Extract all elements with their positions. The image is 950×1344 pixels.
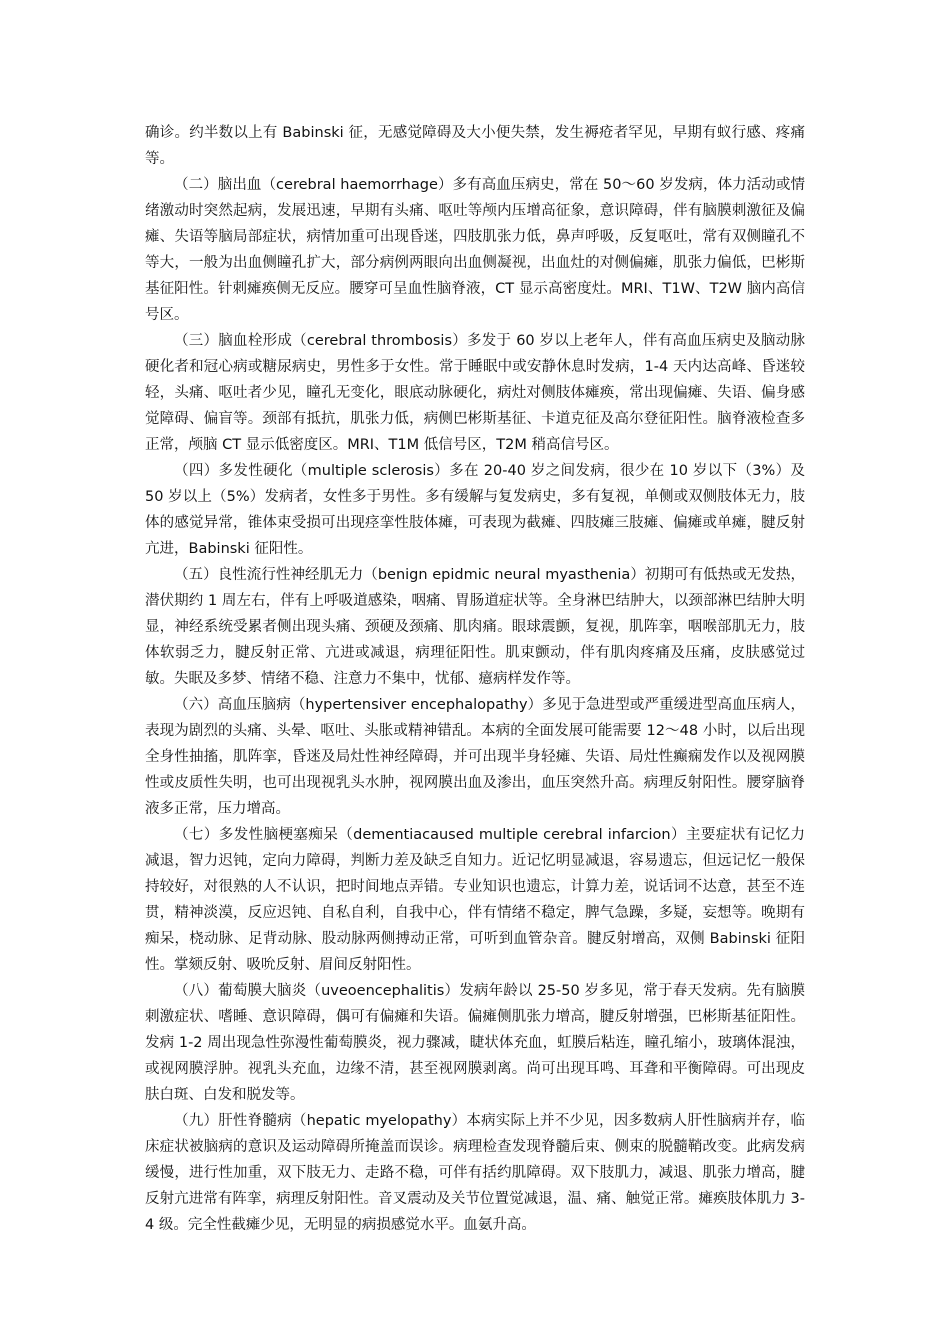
paragraph-hypertensive-encephalopathy: （六）高血压脑病（hypertensiver encephalopathy）多见于急进型或严重缓进型高血压病人，表现为剧烈的头痛、头晕、呕吐、头胀或精神错乱。本病的全面发展可能需要 12～48 小时，以后出现全身性抽搐，肌阵挛，昏迷及局灶性神经障碍，并可出现半身轻瘫、失语、局灶性癫痫发作以及视网膜性或皮质性失明，也可出现视乳头水肿，视网膜出血及渗出，血压突然升高。病理反射阳性。腰穿脑脊液多正常，压力增高。	[145, 697, 805, 817]
paragraph-uveoencephalitis: （八）葡萄膜大脑炎（uveoencephalitis）发病年龄以 25-50 岁多见，常于春天发病。先有脑膜刺激症状、嗜睡、意识障碍，偶可有偏瘫和失语。偏瘫侧肌张力增高，腱反射增强，巴彬斯基征阳性。发病 1-2 周出现急性弥漫性葡萄膜炎，视力骤减，睫状体充血，虹膜后粘连，瞳孔缩小，玻璃体混浊，或视网膜浮肿。视乳头充血，边缘不清，甚至视网膜剥离。尚可出现耳鸣、耳聋和平衡障碍。可出现皮肤白斑、白发和脱发等。	[145, 983, 805, 1103]
paragraph-multi-infarct-dementia: （七）多发性脑梗塞痴呆（dementiacaused multiple cerebral infarcion）主要症状有记忆力减退，智力迟钝，定向力障碍，判断力差及缺乏自知力。近记忆明显减退，容易遗忘，但远记忆一般保持较好，对很熟的人不认识，把时间地点弄错。专业知识也遗忘，计算力差，说话词不达意，甚至不连贯，精神淡漠，反应迟钝、自私自利，自我中心，伴有情绪不稳定，脾气急躁，多疑，妄想等。晚期有痴呆，桡动脉、足背动脉、股动脉两侧搏动正常，可听到血管杂音。腱反射增高，双侧 Babinski 征阳性。掌颏反射、吸吮反射、眉间反射阳性。	[145, 827, 805, 973]
paragraph-hepatic-myelopathy: （九）肝性脊髓病（hepatic myelopathy）本病实际上并不少见，因多数病人肝性脑病并存，临床症状被脑病的意识及运动障碍所掩盖而误诊。病理检查发现脊髓后束、侧束的脱髓鞘改变。此病发病缓慢，进行性加重，双下肢无力、走路不稳，可伴有括约肌障碍。双下肢肌力，减退、肌张力增高，腱反射亢进常有阵挛，病理反射阳性。音叉震动及关节位置觉减退，温、痛、触觉正常。瘫痪肢体肌力 3-4 级。完全性截瘫少见，无明显的病损感觉水平。血氨升高。	[145, 1113, 805, 1233]
paragraph-cerebral-thrombosis: （三）脑血栓形成（cerebral thrombosis）多发于 60 岁以上老年人，伴有高血压病史及脑动脉硬化者和冠心病或糖尿病史，男性多于女性。常于睡眠中或安静休息时发病，1-4 天内达高峰、昏迷较轻，头痛、呕吐者少见，瞳孔无变化，眼底动脉硬化，病灶对侧肢体瘫痪，常出现偏瘫、失语、偏身感觉障碍、偏盲等。颈部有抵抗，肌张力低，病侧巴彬斯基征、卡道克征及高尔登征阳性。脑脊液检查多正常，颅脑 CT 显示低密度区。MRI、T1M 低信号区，T2M 稍高信号区。	[145, 333, 805, 453]
paragraph-multiple-sclerosis: （四）多发性硬化（multiple sclerosis）多在 20-40 岁之间发病，很少在 10 岁以下（3%）及 50 岁以上（5%）发病者，女性多于男性。多有缓解与复发病史，多有复视，单侧或双侧肢体无力，肢体的感觉异常，锥体束受损可出现痉挛性肢体瘫，可表现为截瘫、四肢瘫三肢瘫、偏瘫或单瘫，腱反射亢进，Babinski 征阳性。	[145, 463, 805, 557]
paragraph-benign-myasthenia: （五）良性流行性神经肌无力（benign epidmic neural myasthenia）初期可有低热或无发热，潜伏期约 1 周左右，伴有上呼吸道感染，咽痛、胃肠道症状等。全身淋巴结肿大，以颈部淋巴结肿大明显，神经系统受累者侧出现头痛、颈硬及颈痛、肌肉痛。眼球震颤，复视，肌阵挛，咽喉部肌无力，肢体软弱乏力，腱反射正常、亢进或减退，病理征阳性。肌束颤动，伴有肌肉疼痛及压痛，皮肤感觉过敏。失眠及多梦、情绪不稳、注意力不集中，忧郁、癔病样发作等。	[145, 567, 805, 687]
paragraph-cerebral-haemorrhage: （二）脑出血（cerebral haemorrhage）多有高血压病史，常在 50～60 岁发病，体力活动或情绪激动时突然起病，发展迅速，早期有头痛、呕吐等颅内压增高征象，意识障碍，伴有脑膜刺激征及偏瘫、失语等脑局部症状，病情加重可出现昏迷，四肢肌张力低，鼻声呼吸，反复呕吐，常有双侧瞳孔不等大，一般为出血侧瞳孔扩大，部分病例两眼向出血侧凝视，出血灶的对侧偏瘫，肌张力偏低，巴彬斯基征阳性。针刺瘫痪侧无反应。腰穿可呈血性脑脊液，CT 显示高密度灶。MRI、T1W、T2W 脑内高信号区。	[145, 177, 805, 323]
document-page	[145, 120, 805, 1238]
paragraph-continuation: 确诊。约半数以上有 Babinski 征，无感觉障碍及大小便失禁，发生褥疮者罕见，早期有蚁行感、疼痛等。	[145, 125, 805, 167]
